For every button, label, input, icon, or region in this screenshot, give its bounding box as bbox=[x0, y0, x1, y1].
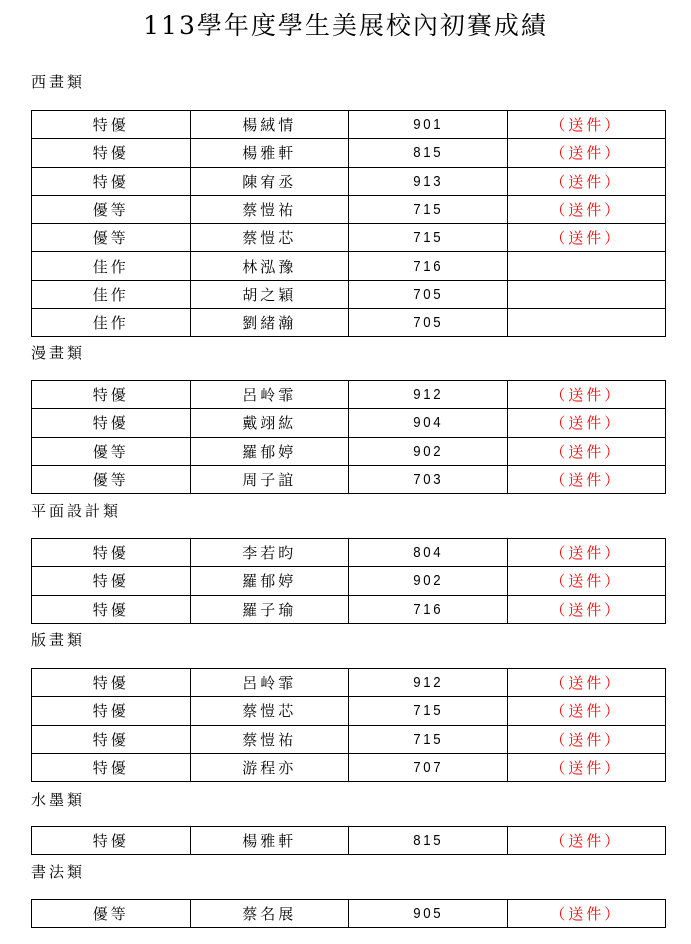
class-number-cell: 902 bbox=[358, 437, 497, 465]
table-row bbox=[32, 437, 666, 465]
table-row bbox=[32, 252, 666, 280]
category-heading: 書法類 bbox=[31, 863, 86, 881]
category-heading: 版畫類 bbox=[31, 631, 86, 649]
award-cell: 優等 bbox=[32, 437, 191, 465]
table-row bbox=[32, 139, 666, 167]
award-cell: 佳作 bbox=[32, 309, 191, 337]
student-name-cell: 戴翊紘 bbox=[190, 409, 349, 437]
award-cell: 特優 bbox=[32, 669, 191, 697]
class-number-cell: 716 bbox=[358, 252, 497, 280]
results-table bbox=[31, 538, 666, 624]
student-name-cell: 蔡愷芯 bbox=[190, 697, 349, 725]
award-cell: 佳作 bbox=[32, 280, 191, 308]
student-name-cell: 陳宥丞 bbox=[190, 167, 349, 195]
student-name-cell: 蔡愷芯 bbox=[190, 224, 349, 252]
category-heading: 水墨類 bbox=[31, 791, 86, 809]
class-number-cell: 815 bbox=[358, 827, 497, 855]
table-row bbox=[32, 280, 666, 308]
table-row bbox=[32, 167, 666, 195]
student-name-cell: 李若昀 bbox=[190, 539, 349, 567]
award-cell: 特優 bbox=[32, 567, 191, 595]
category-heading: 漫畫類 bbox=[31, 344, 86, 362]
class-number-cell: 912 bbox=[358, 669, 497, 697]
results-table bbox=[31, 899, 666, 928]
class-number-cell: 815 bbox=[358, 139, 497, 167]
submission-note-cell: （送件） bbox=[507, 111, 666, 139]
student-name-cell: 劉緒瀚 bbox=[190, 309, 349, 337]
student-name-cell: 林泓豫 bbox=[190, 252, 349, 280]
class-number-cell: 901 bbox=[358, 111, 497, 139]
class-number-cell: 705 bbox=[358, 309, 497, 337]
submission-note-cell: （送件） bbox=[507, 595, 666, 623]
submission-note-cell: （送件） bbox=[507, 669, 666, 697]
student-name-cell: 呂岭霏 bbox=[190, 669, 349, 697]
class-number-cell: 905 bbox=[358, 900, 497, 928]
table-row bbox=[32, 697, 666, 725]
award-cell: 特優 bbox=[32, 409, 191, 437]
student-name-cell: 楊絨情 bbox=[190, 111, 349, 139]
submission-note-cell bbox=[507, 309, 666, 337]
results-table bbox=[31, 110, 666, 337]
class-number-cell: 912 bbox=[358, 381, 497, 409]
submission-note-cell: （送件） bbox=[507, 409, 666, 437]
submission-note-cell: （送件） bbox=[507, 567, 666, 595]
award-cell: 特優 bbox=[32, 827, 191, 855]
student-name-cell: 羅郁婷 bbox=[190, 437, 349, 465]
class-number-cell: 804 bbox=[358, 539, 497, 567]
table-row bbox=[32, 195, 666, 223]
submission-note-cell: （送件） bbox=[507, 827, 666, 855]
submission-note-cell: （送件） bbox=[507, 753, 666, 781]
student-name-cell: 游程亦 bbox=[190, 753, 349, 781]
submission-note-cell: （送件） bbox=[507, 381, 666, 409]
award-cell: 優等 bbox=[32, 900, 191, 928]
table-row bbox=[32, 381, 666, 409]
student-name-cell: 羅郁婷 bbox=[190, 567, 349, 595]
award-cell: 特優 bbox=[32, 595, 191, 623]
category-heading: 平面設計類 bbox=[31, 502, 122, 520]
award-cell: 特優 bbox=[32, 697, 191, 725]
award-cell: 優等 bbox=[32, 195, 191, 223]
table-row bbox=[32, 567, 666, 595]
category-heading: 西畫類 bbox=[31, 73, 86, 91]
student-name-cell: 蔡愷祐 bbox=[190, 725, 349, 753]
submission-note-cell: （送件） bbox=[507, 900, 666, 928]
class-number-cell: 715 bbox=[358, 697, 497, 725]
table-row bbox=[32, 725, 666, 753]
submission-note-cell bbox=[507, 252, 666, 280]
table-row bbox=[32, 465, 666, 493]
student-name-cell: 楊雅軒 bbox=[190, 827, 349, 855]
student-name-cell: 羅子瑜 bbox=[190, 595, 349, 623]
award-cell: 特優 bbox=[32, 167, 191, 195]
award-cell: 特優 bbox=[32, 381, 191, 409]
class-number-cell: 902 bbox=[358, 567, 497, 595]
table-row bbox=[32, 669, 666, 697]
submission-note-cell bbox=[507, 280, 666, 308]
class-number-cell: 913 bbox=[358, 167, 497, 195]
award-cell: 優等 bbox=[32, 224, 191, 252]
table-row bbox=[32, 753, 666, 781]
award-cell: 特優 bbox=[32, 111, 191, 139]
award-cell: 特優 bbox=[32, 139, 191, 167]
class-number-cell: 705 bbox=[358, 280, 497, 308]
table-row bbox=[32, 539, 666, 567]
submission-note-cell: （送件） bbox=[507, 139, 666, 167]
student-name-cell: 周子誼 bbox=[190, 465, 349, 493]
results-table bbox=[31, 668, 666, 782]
results-table bbox=[31, 380, 666, 494]
class-number-cell: 904 bbox=[358, 409, 497, 437]
student-name-cell: 楊雅軒 bbox=[190, 139, 349, 167]
table-row bbox=[32, 111, 666, 139]
class-number-cell: 715 bbox=[358, 195, 497, 223]
submission-note-cell: （送件） bbox=[507, 167, 666, 195]
submission-note-cell: （送件） bbox=[507, 697, 666, 725]
student-name-cell: 呂岭霏 bbox=[190, 381, 349, 409]
submission-note-cell: （送件） bbox=[507, 195, 666, 223]
submission-note-cell: （送件） bbox=[507, 725, 666, 753]
table-row bbox=[32, 827, 666, 855]
results-table bbox=[31, 826, 666, 855]
class-number-cell: 716 bbox=[358, 595, 497, 623]
award-cell: 特優 bbox=[32, 539, 191, 567]
table-row bbox=[32, 309, 666, 337]
student-name-cell: 蔡愷祐 bbox=[190, 195, 349, 223]
table-row bbox=[32, 595, 666, 623]
award-cell: 優等 bbox=[32, 465, 191, 493]
class-number-cell: 715 bbox=[358, 224, 497, 252]
submission-note-cell: （送件） bbox=[507, 539, 666, 567]
award-cell: 特優 bbox=[32, 753, 191, 781]
award-cell: 佳作 bbox=[32, 252, 191, 280]
table-row bbox=[32, 224, 666, 252]
award-cell: 特優 bbox=[32, 725, 191, 753]
table-row bbox=[32, 409, 666, 437]
class-number-cell: 703 bbox=[358, 465, 497, 493]
student-name-cell: 蔡名展 bbox=[190, 900, 349, 928]
class-number-cell: 715 bbox=[358, 725, 497, 753]
page-title: 113學年度學生美展校內初賽成績 bbox=[143, 11, 548, 40]
submission-note-cell: （送件） bbox=[507, 465, 666, 493]
class-number-cell: 707 bbox=[358, 753, 497, 781]
student-name-cell: 胡之穎 bbox=[190, 280, 349, 308]
table-row bbox=[32, 900, 666, 928]
submission-note-cell: （送件） bbox=[507, 437, 666, 465]
submission-note-cell: （送件） bbox=[507, 224, 666, 252]
